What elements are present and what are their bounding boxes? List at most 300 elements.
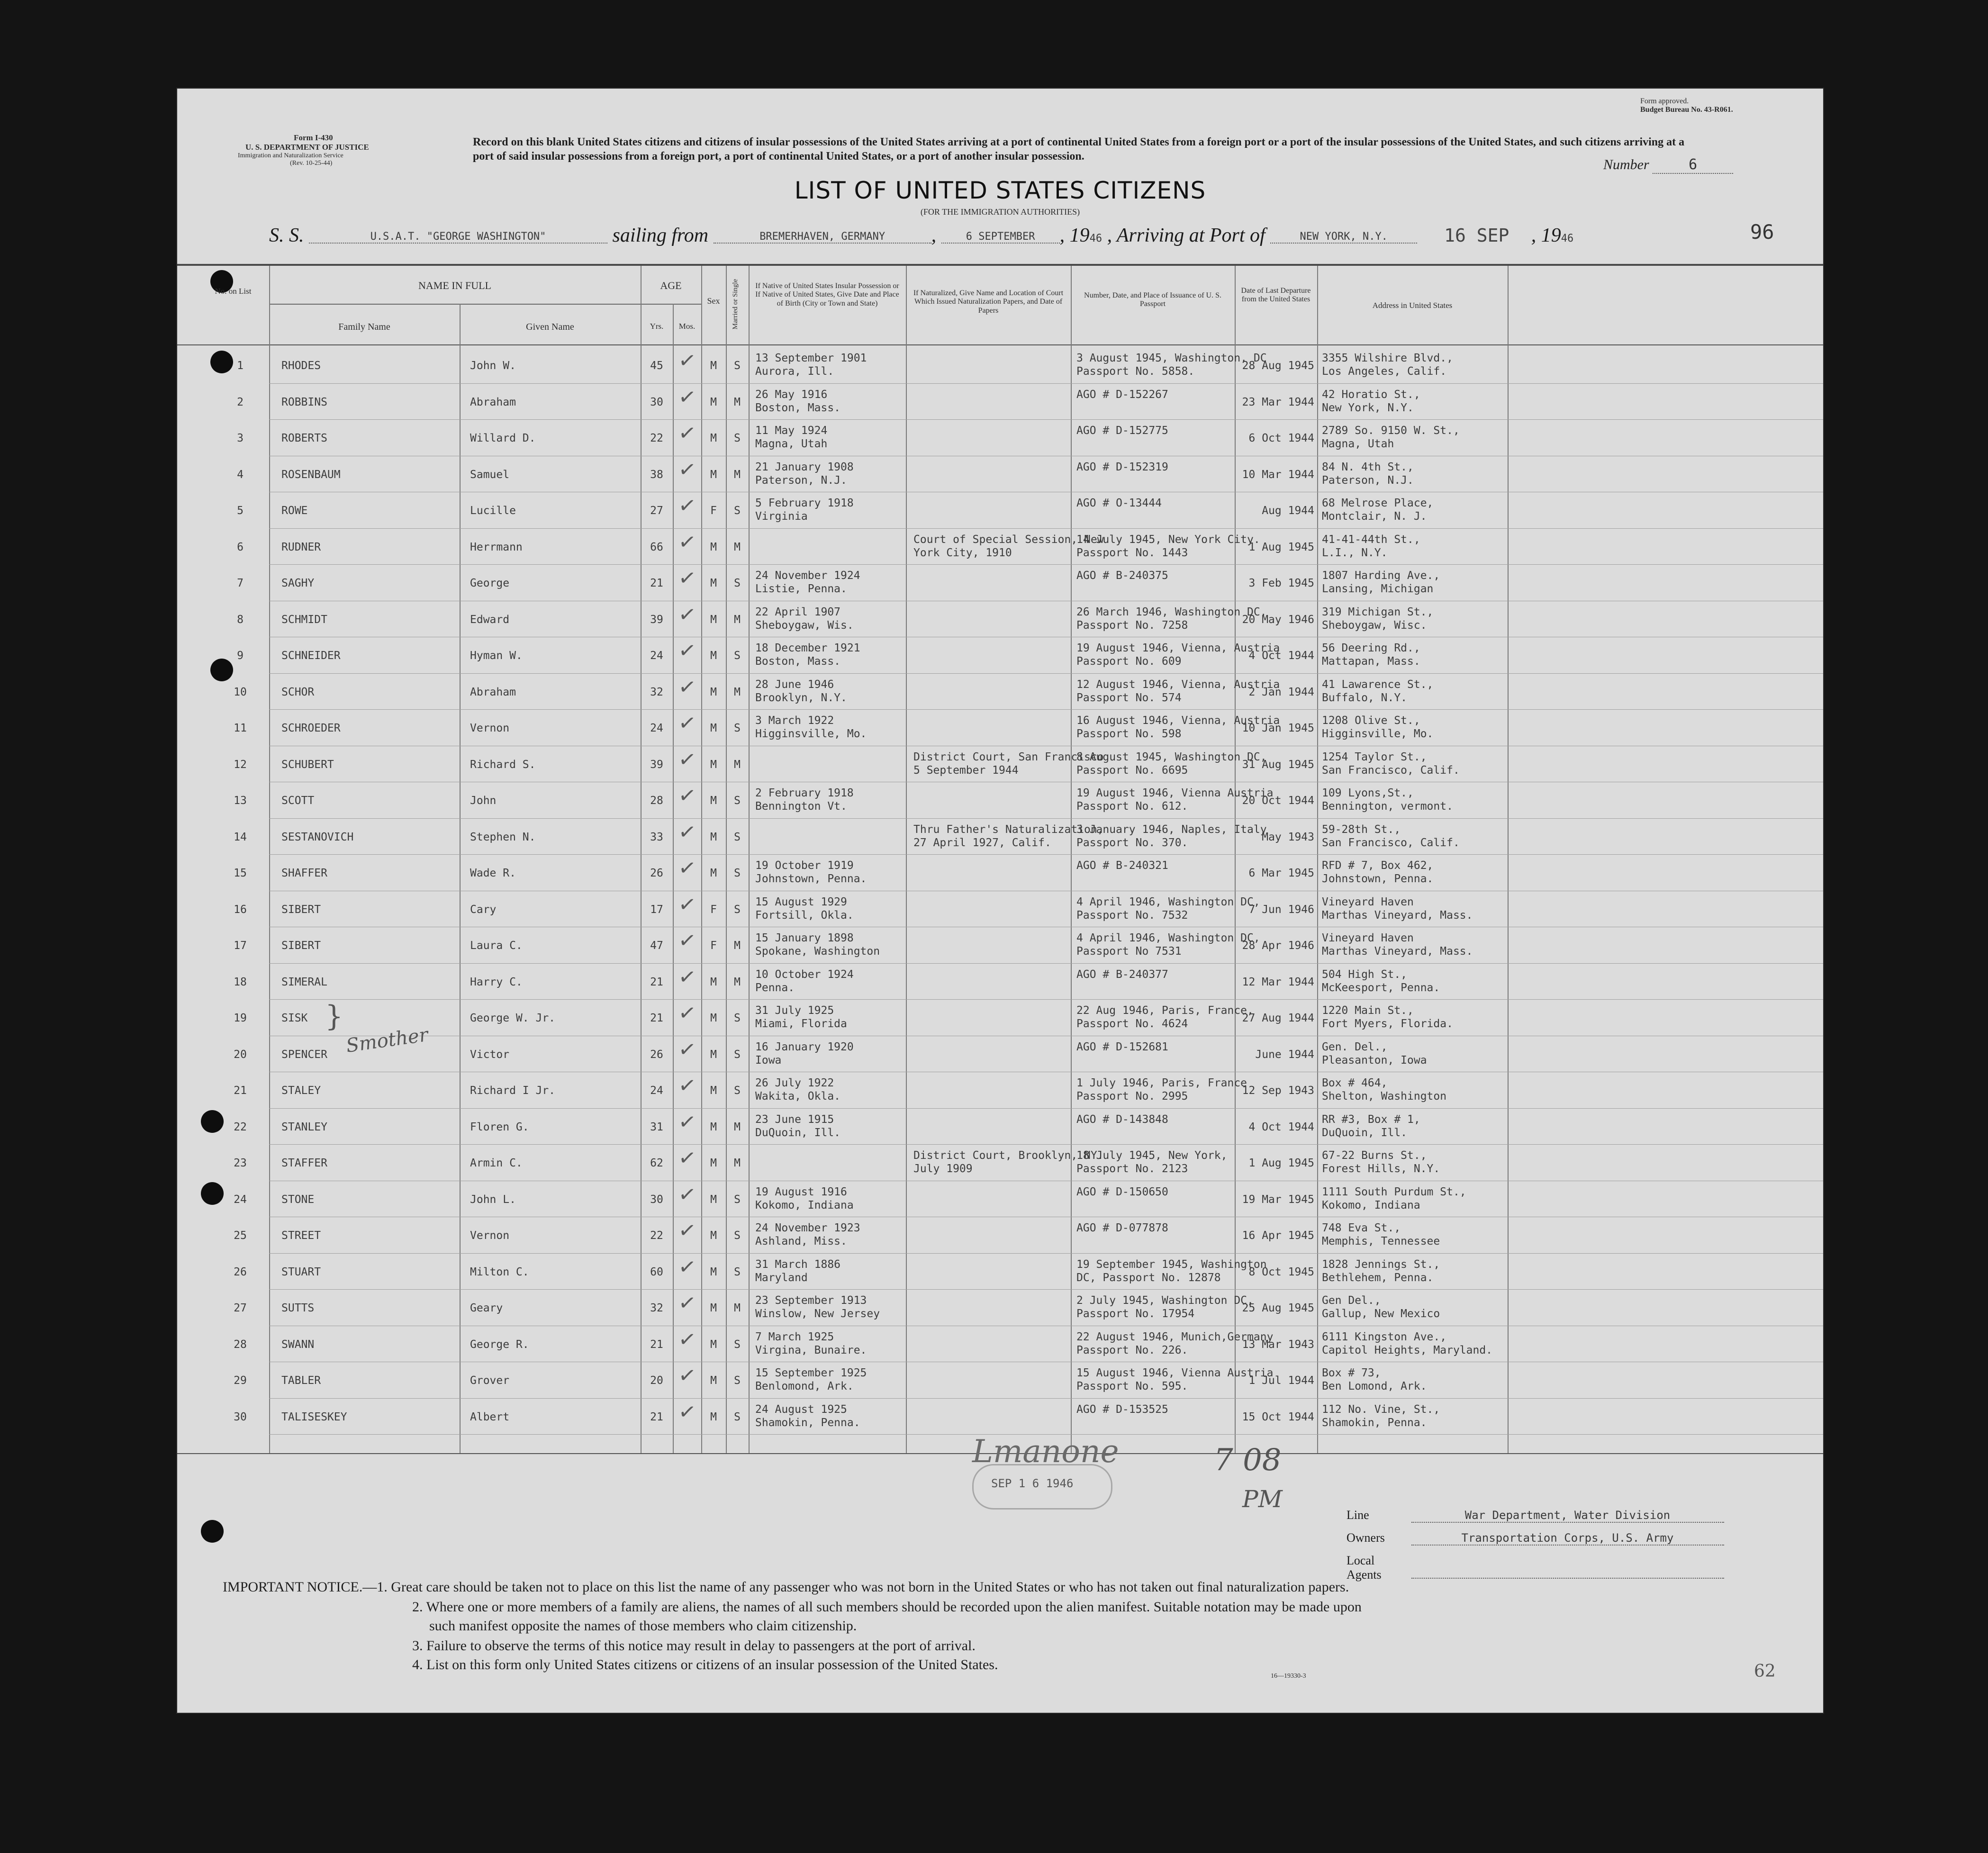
- sex: M: [710, 1374, 717, 1387]
- passport-line-1: AGO # D-150650: [1076, 1185, 1168, 1198]
- marital-status: S: [734, 1193, 741, 1206]
- given-name: Herrmann: [470, 541, 523, 553]
- sex: M: [710, 1012, 717, 1024]
- address-line-1: Gen Del.,: [1322, 1294, 1381, 1307]
- address-line-2: Forest Hills, N.Y.: [1322, 1163, 1440, 1175]
- passport-line-1: 22 Aug 1946, Paris, France,: [1076, 1004, 1254, 1017]
- table-row: [176, 964, 1824, 1000]
- family-name: SCOTT: [281, 795, 315, 807]
- check-mark: ✓: [677, 1145, 698, 1172]
- sex: M: [710, 1193, 717, 1206]
- table-row: [176, 456, 1824, 493]
- table-row: [176, 782, 1824, 819]
- age-years: 30: [650, 1193, 663, 1206]
- naturalization-court: Thru Father's Naturalization,: [913, 823, 1104, 836]
- passport-line-1: AGO # B-240375: [1076, 569, 1168, 582]
- row-number: 3: [237, 432, 244, 444]
- birth-date: 28 June 1946: [755, 678, 834, 691]
- row-number: 27: [234, 1302, 247, 1314]
- year-to: 46: [1561, 233, 1574, 244]
- birth-place: Penna.: [755, 981, 795, 994]
- address-line-2: Lansing, Michigan: [1322, 583, 1434, 595]
- sex: M: [710, 976, 717, 988]
- address-line-1: 112 No. Vine, St.,: [1322, 1403, 1440, 1416]
- last-departure: 7 Jun 1946: [1248, 903, 1314, 916]
- marital-status: S: [734, 1085, 741, 1097]
- last-departure: 6 Oct 1944: [1248, 432, 1314, 444]
- arrival-stamp: 16 SEP: [1444, 225, 1509, 246]
- row-number: 6: [237, 541, 244, 553]
- age-years: 24: [650, 722, 663, 734]
- age-years: 62: [650, 1157, 663, 1169]
- birth-date: 23 June 1915: [755, 1113, 834, 1126]
- sex: M: [710, 758, 717, 771]
- birth-place: Brooklyn, N.Y.: [755, 691, 847, 704]
- col-address: Address in United States: [1372, 301, 1453, 310]
- birth-date: 22 April 1907: [755, 606, 841, 618]
- table-row: [176, 1399, 1824, 1435]
- address-line-1: 3355 Wilshire Blvd.,: [1322, 352, 1453, 364]
- check-mark: ✓: [677, 565, 698, 592]
- passport-line-1: AGO # O-13444: [1076, 497, 1162, 509]
- last-departure: 15 Oct 1944: [1242, 1410, 1314, 1423]
- table-row: [176, 565, 1824, 601]
- marital-status: S: [734, 903, 741, 916]
- last-departure: 2 Jan 1944: [1248, 686, 1314, 698]
- col-departure: Date of Last Departure from the United States: [1241, 287, 1311, 304]
- given-name: Harry C.: [470, 976, 523, 988]
- sex: M: [710, 1048, 717, 1061]
- table-row: [176, 819, 1824, 855]
- check-mark: ✓: [677, 601, 698, 628]
- row-number: 16: [234, 903, 247, 916]
- age-years: 32: [650, 1302, 663, 1314]
- row-number: 8: [237, 613, 244, 626]
- given-name: John L.: [470, 1193, 516, 1206]
- address-line-1: Vineyard Haven: [1322, 895, 1414, 908]
- birth-place: Virgina, Bunaire.: [755, 1344, 867, 1356]
- row-number: 1: [237, 360, 244, 372]
- passport-line-2: Passport No. 4624: [1076, 1018, 1188, 1030]
- check-mark: ✓: [677, 1399, 698, 1425]
- birth-place: Fortsill, Okla.: [755, 909, 854, 922]
- check-mark: ✓: [677, 1217, 698, 1244]
- passport-line-2: Passport No. 574: [1076, 691, 1182, 704]
- birth-date: 26 July 1922: [755, 1077, 834, 1089]
- passport-line-2: Passport No. 595.: [1076, 1380, 1188, 1392]
- table-row: [176, 1072, 1824, 1109]
- age-years: 26: [650, 867, 663, 879]
- family-name: SIBERT: [281, 903, 321, 916]
- last-departure: 12 Sep 1943: [1242, 1085, 1314, 1097]
- marital-status: S: [734, 1265, 741, 1278]
- given-name: Cary: [470, 903, 497, 916]
- row-number: 18: [234, 976, 247, 988]
- address-line-1: Gen. Del.,: [1322, 1040, 1388, 1053]
- check-mark: ✓: [677, 456, 698, 483]
- birth-place: Listie, Penna.: [755, 583, 847, 595]
- last-departure: 20 May 1946: [1242, 613, 1314, 626]
- table-row: [176, 1181, 1824, 1218]
- table-row: [176, 1254, 1824, 1290]
- family-name: ROBERTS: [281, 432, 327, 444]
- address-line-2: Mattapan, Mass.: [1322, 655, 1420, 668]
- check-mark: ✓: [677, 1109, 698, 1135]
- instruction-text: Record on this blank United States citizens and citizens of insular possessions of the United States arriving at a port of continental United States from a foreign port or a port of the insular possessions of the United States, and such citizens arriving at a port of said insular possessions from a foreign port, a port of continental United States, or a port of another insular possession.: [473, 136, 1685, 163]
- line-label: Line: [1346, 1508, 1369, 1522]
- family-name: STAFFER: [281, 1157, 327, 1169]
- passport-line-1: 26 March 1946, Washington DC.: [1076, 606, 1267, 618]
- address-line-1: Vineyard Haven: [1322, 932, 1414, 944]
- marital-status: M: [734, 940, 741, 952]
- given-name: Abraham: [470, 686, 516, 698]
- family-name: STALEY: [281, 1085, 321, 1097]
- row-number: 26: [234, 1265, 247, 1278]
- marital-status: S: [734, 795, 741, 807]
- birth-place: Miami, Florida: [755, 1018, 847, 1030]
- family-name: SCHUBERT: [281, 758, 334, 771]
- sex: M: [710, 1265, 717, 1278]
- family-name: SPENCER: [281, 1048, 327, 1061]
- col-sex: Sex: [707, 296, 720, 306]
- passport-line-1: 3 August 1945, Washington, DC: [1076, 352, 1267, 364]
- birth-place: Boston, Mass.: [755, 401, 841, 414]
- family-name: SIBERT: [281, 940, 321, 952]
- table-row: [176, 927, 1824, 964]
- budget-bureau: Budget Bureau No. 43-R061.: [1640, 106, 1733, 114]
- notice-title: IMPORTANT NOTICE.: [223, 1579, 363, 1595]
- address-line-2: Montclair, N. J.: [1322, 510, 1427, 523]
- address-line-2: Bennington, vermont.: [1322, 800, 1453, 813]
- naturalization-date: 27 April 1927, Calif.: [913, 836, 1051, 849]
- sex: F: [710, 940, 717, 952]
- last-departure: 20 Oct 1944: [1242, 795, 1314, 807]
- port-from: BREMERHAVEN, GERMANY: [714, 231, 931, 244]
- passport-line-1: AGO # D-152319: [1076, 461, 1168, 473]
- table-row: [176, 891, 1824, 928]
- col-married: Married or Single: [732, 279, 739, 330]
- last-departure: May 1943: [1262, 831, 1314, 843]
- passport-line-1: 16 August 1946, Vienna, Austria: [1076, 714, 1280, 727]
- marital-status: S: [734, 1012, 741, 1024]
- passport-line-1: AGO # B-240377: [1076, 968, 1168, 981]
- age-years: 21: [650, 976, 663, 988]
- number-label: Number: [1603, 157, 1649, 172]
- marital-status: S: [734, 1410, 741, 1423]
- family-name: TALISESKEY: [281, 1410, 347, 1423]
- family-name: SCHMIDT: [281, 613, 327, 626]
- row-number: 2: [237, 396, 244, 408]
- address-line-1: 1208 Olive St.,: [1322, 714, 1420, 727]
- table-row: [176, 1362, 1824, 1399]
- age-years: 60: [650, 1265, 663, 1278]
- check-mark: ✓: [677, 347, 698, 374]
- col-passport: Number, Date, and Place of Issuance of U. S. Passport: [1084, 291, 1221, 308]
- address-line-2: Paterson, N.J.: [1322, 474, 1414, 487]
- marital-status: M: [734, 758, 741, 771]
- last-departure: 1 Aug 1945: [1248, 541, 1314, 553]
- check-mark: ✓: [677, 927, 698, 954]
- passport-line-1: 2 July 1945, Washington DC,: [1076, 1294, 1254, 1307]
- row-number: 19: [234, 1012, 247, 1024]
- marital-status: S: [734, 1048, 741, 1061]
- age-years: 21: [650, 577, 663, 589]
- age-years: 39: [650, 758, 663, 771]
- given-name: Laura C.: [470, 940, 523, 952]
- passport-line-1: 18 July 1945, New York,: [1076, 1149, 1228, 1162]
- given-name: Armin C.: [470, 1157, 523, 1169]
- family-name: STUART: [281, 1265, 321, 1278]
- birth-place: Aurora, Ill.: [755, 365, 834, 378]
- last-departure: 19 Mar 1945: [1242, 1193, 1314, 1206]
- passport-line-1: 8 August 1945, Washington DC,: [1076, 750, 1267, 763]
- address-line-1: 1254 Taylor St.,: [1322, 750, 1427, 763]
- passport-line-1: 19 August 1946, Vienna, Austria: [1076, 642, 1280, 654]
- age-years: 66: [650, 541, 663, 553]
- passport-line-1: 3 January 1946, Naples, Italy: [1076, 823, 1267, 836]
- marital-status: S: [734, 577, 741, 589]
- given-name: Richard S.: [470, 758, 536, 771]
- passport-line-1: AGO # D-152681: [1076, 1040, 1168, 1053]
- row-number: 23: [234, 1157, 247, 1169]
- table-row: [176, 420, 1824, 456]
- table-row: [176, 347, 1824, 384]
- passport-line-1: 19 September 1945, Washington: [1076, 1258, 1267, 1271]
- birth-place: Maryland: [755, 1271, 808, 1284]
- birth-date: 23 September 1913: [755, 1294, 867, 1307]
- age-years: 39: [650, 613, 663, 626]
- col-naturalized: If Naturalized, Give Name and Location of Court Which Issued Naturalization Papers, and Date of Papers: [913, 289, 1064, 315]
- passport-line-2: DC, Passport No. 12878: [1076, 1271, 1221, 1284]
- year-from: 46: [1089, 233, 1102, 244]
- marital-status: M: [734, 1157, 741, 1169]
- row-number: 24: [234, 1193, 247, 1206]
- given-name: Stephen N.: [470, 831, 536, 843]
- age-years: 21: [650, 1338, 663, 1351]
- passport-line-2: Passport No. 5858.: [1076, 365, 1195, 378]
- marital-status: S: [734, 505, 741, 517]
- passport-line-2: Passport No. 2123: [1076, 1163, 1188, 1175]
- family-name: SCHNEIDER: [281, 650, 341, 662]
- last-departure: 27 Aug 1944: [1242, 1012, 1314, 1024]
- sex: M: [710, 1338, 717, 1351]
- table-row: [176, 529, 1824, 565]
- col-given-name: Given Name: [526, 322, 574, 332]
- sex: M: [710, 867, 717, 879]
- table-row: [176, 1290, 1824, 1326]
- row-number: 22: [234, 1121, 247, 1133]
- address-line-1: 6111 Kingston Ave.,: [1322, 1330, 1447, 1343]
- age-years: 30: [650, 396, 663, 408]
- address-line-2: Memphis, Tennessee: [1322, 1235, 1440, 1247]
- passport-line-1: 14 July 1945, New York City.: [1076, 533, 1260, 546]
- last-departure: 1 Jul 1944: [1248, 1374, 1314, 1387]
- given-name: Edward: [470, 613, 510, 626]
- agents-value: [1411, 1565, 1724, 1579]
- address-line-1: 109 Lyons,St.,: [1322, 787, 1414, 799]
- birth-place: Virginia: [755, 510, 808, 523]
- last-departure: 10 Mar 1944: [1242, 468, 1314, 481]
- address-line-2: Capitol Heights, Maryland.: [1322, 1344, 1493, 1356]
- row-number: 20: [234, 1048, 247, 1061]
- family-name: RHODES: [281, 360, 321, 372]
- marital-status: S: [734, 650, 741, 662]
- age-years: 45: [650, 360, 663, 372]
- table-row: [176, 855, 1824, 891]
- given-name: Floren G.: [470, 1121, 529, 1133]
- date-from: 6 SEPTEMBER: [941, 231, 1060, 244]
- address-line-1: 1807 Harding Ave.,: [1322, 569, 1440, 582]
- marital-status: M: [734, 1302, 741, 1314]
- passport-line-2: Passport No. 609: [1076, 655, 1182, 668]
- time-note: 7 08: [1214, 1443, 1282, 1478]
- last-departure: 13 Mar 1943: [1242, 1338, 1314, 1351]
- family-name: SUTTS: [281, 1302, 315, 1314]
- address-line-2: San Francisco, Calif.: [1322, 764, 1460, 777]
- birth-date: 3 March 1922: [755, 714, 834, 727]
- passport-line-1: 1 July 1946, Paris, France: [1076, 1077, 1247, 1089]
- birth-date: 19 October 1919: [755, 859, 854, 872]
- address-line-2: McKeesport, Penna.: [1322, 981, 1440, 994]
- family-name: SCHROEDER: [281, 722, 341, 734]
- naturalization-court: District Court, Brooklyn, NY.: [913, 1149, 1104, 1162]
- check-mark: ✓: [677, 782, 698, 809]
- birth-place: Boston, Mass.: [755, 655, 841, 668]
- birth-date: 21 January 1908: [755, 461, 854, 473]
- passport-line-1: AGO # B-240321: [1076, 859, 1168, 872]
- passport-line-2: Passport No. 2995: [1076, 1090, 1188, 1103]
- page-title: LIST OF UNITED STATES CITIZENS: [794, 177, 1206, 204]
- address-line-1: RFD # 7, Box 462,: [1322, 859, 1434, 872]
- table-row: [176, 674, 1824, 710]
- given-name: John: [470, 795, 497, 807]
- passport-line-2: Passport No. 1443: [1076, 546, 1188, 559]
- marital-status: M: [734, 396, 741, 408]
- marital-status: S: [734, 722, 741, 734]
- row-number: 30: [234, 1410, 247, 1423]
- address-line-1: 42 Horatio St.,: [1322, 388, 1420, 401]
- owners-value: Transportation Corps, U.S. Army: [1411, 1531, 1724, 1546]
- last-departure: Aug 1944: [1262, 505, 1314, 517]
- address-line-1: 67-22 Burns St.,: [1322, 1149, 1427, 1162]
- address-line-2: Marthas Vineyard, Mass.: [1322, 945, 1473, 958]
- inspector-initials: Lmanone: [972, 1433, 1119, 1470]
- sex: M: [710, 613, 717, 626]
- last-departure: 23 Mar 1944: [1242, 396, 1314, 408]
- age-years: 20: [650, 1374, 663, 1387]
- given-name: George: [470, 577, 510, 589]
- row-number: 21: [234, 1085, 247, 1097]
- family-name: STANLEY: [281, 1121, 327, 1133]
- check-mark: ✓: [677, 1290, 698, 1317]
- sex: F: [710, 505, 717, 517]
- age-years: 27: [650, 505, 663, 517]
- last-departure: 4 Oct 1944: [1248, 650, 1314, 662]
- address-line-2: Magna, Utah: [1322, 438, 1394, 450]
- age-years: 24: [650, 1085, 663, 1097]
- birth-date: 11 May 1924: [755, 425, 828, 437]
- birth-date: 26 May 1916: [755, 388, 828, 401]
- passport-line-2: Passport No. 17954: [1076, 1308, 1195, 1320]
- line-value: War Department, Water Division: [1411, 1509, 1724, 1523]
- address-line-2: Gallup, New Mexico: [1322, 1308, 1440, 1320]
- check-mark: ✓: [677, 674, 698, 700]
- naturalization-date: 5 September 1944: [913, 764, 1019, 777]
- row-number: 15: [234, 867, 247, 879]
- address-line-1: 2789 So. 9150 W. St.,: [1322, 425, 1460, 437]
- year-prefix: 19: [1069, 225, 1090, 246]
- check-mark: ✓: [677, 1181, 698, 1208]
- sex: M: [710, 396, 717, 408]
- check-mark: ✓: [677, 1254, 698, 1280]
- address-line-2: Los Angeles, Calif.: [1322, 365, 1447, 378]
- passport-line-1: AGO # D-143848: [1076, 1113, 1168, 1126]
- birth-place: Iowa: [755, 1054, 782, 1067]
- sex: M: [710, 831, 717, 843]
- age-years: 22: [650, 1229, 663, 1242]
- check-mark: ✓: [677, 891, 698, 918]
- sex: M: [710, 1121, 717, 1133]
- port-to: NEW YORK, N.Y.: [1270, 231, 1417, 244]
- passport-line-2: Passport No. 370.: [1076, 836, 1188, 849]
- last-departure: June 1944: [1255, 1048, 1314, 1061]
- last-departure: 1 Aug 1945: [1248, 1157, 1314, 1169]
- col-birth: If Native of United States Insular Possession or If Native of United States, Give Date and Place of Birth (City or Town and State): [755, 282, 899, 307]
- family-name: SAGHY: [281, 577, 315, 589]
- last-departure: 16 Apr 1945: [1242, 1229, 1314, 1242]
- address-line-1: 1828 Jennings St.,: [1322, 1258, 1440, 1271]
- sex: F: [710, 903, 717, 916]
- naturalization-date: July 1909: [913, 1163, 973, 1175]
- sex: M: [710, 468, 717, 481]
- table-row: [176, 746, 1824, 783]
- col-yrs: Yrs.: [650, 322, 664, 331]
- passport-line-1: 12 August 1946, Vienna, Austria: [1076, 678, 1280, 691]
- birth-date: 5 February 1918: [755, 497, 854, 509]
- birth-place: Paterson, N.J.: [755, 474, 847, 487]
- sibert-note: Smother: [344, 1024, 430, 1057]
- address-line-2: Shelton, Washington: [1322, 1090, 1447, 1103]
- address-line-1: RR #3, Box # 1,: [1322, 1113, 1420, 1126]
- given-name: Abraham: [470, 396, 516, 408]
- address-line-1: 84 N. 4th St.,: [1322, 461, 1414, 473]
- address-line-1: 41 Lawarence St.,: [1322, 678, 1434, 691]
- birth-place: Shamokin, Penna.: [755, 1416, 860, 1429]
- sex: M: [710, 795, 717, 807]
- check-mark: ✓: [677, 1072, 698, 1099]
- family-name: RUDNER: [281, 541, 321, 553]
- check-mark: ✓: [677, 420, 698, 447]
- notice-3: 3. Failure to observe the terms of this notice may result in delay to passengers at the port of arrival.: [412, 1638, 976, 1654]
- birth-date: 15 January 1898: [755, 932, 854, 944]
- notice-1: [223, 1579, 1349, 1595]
- birth-date: 24 August 1925: [755, 1403, 847, 1416]
- family-name: ROSENBAUM: [281, 468, 341, 481]
- naturalization-court: District Court, San Francisco: [913, 750, 1104, 763]
- birth-date: 13 September 1901: [755, 352, 867, 364]
- last-departure: 4 Oct 1944: [1248, 1121, 1314, 1133]
- family-name: SWANN: [281, 1338, 315, 1351]
- check-mark: ✓: [677, 637, 698, 664]
- age-years: 38: [650, 468, 663, 481]
- given-name: Hyman W.: [470, 650, 523, 662]
- birth-place: Spokane, Washington: [755, 945, 880, 958]
- manifest-sheet: [176, 88, 1824, 1714]
- passport-line-1: AGO # D-152267: [1076, 388, 1168, 401]
- address-line-1: 1220 Main St.,: [1322, 1004, 1414, 1017]
- birth-date: 2 February 1918: [755, 787, 854, 799]
- age-years: 22: [650, 432, 663, 444]
